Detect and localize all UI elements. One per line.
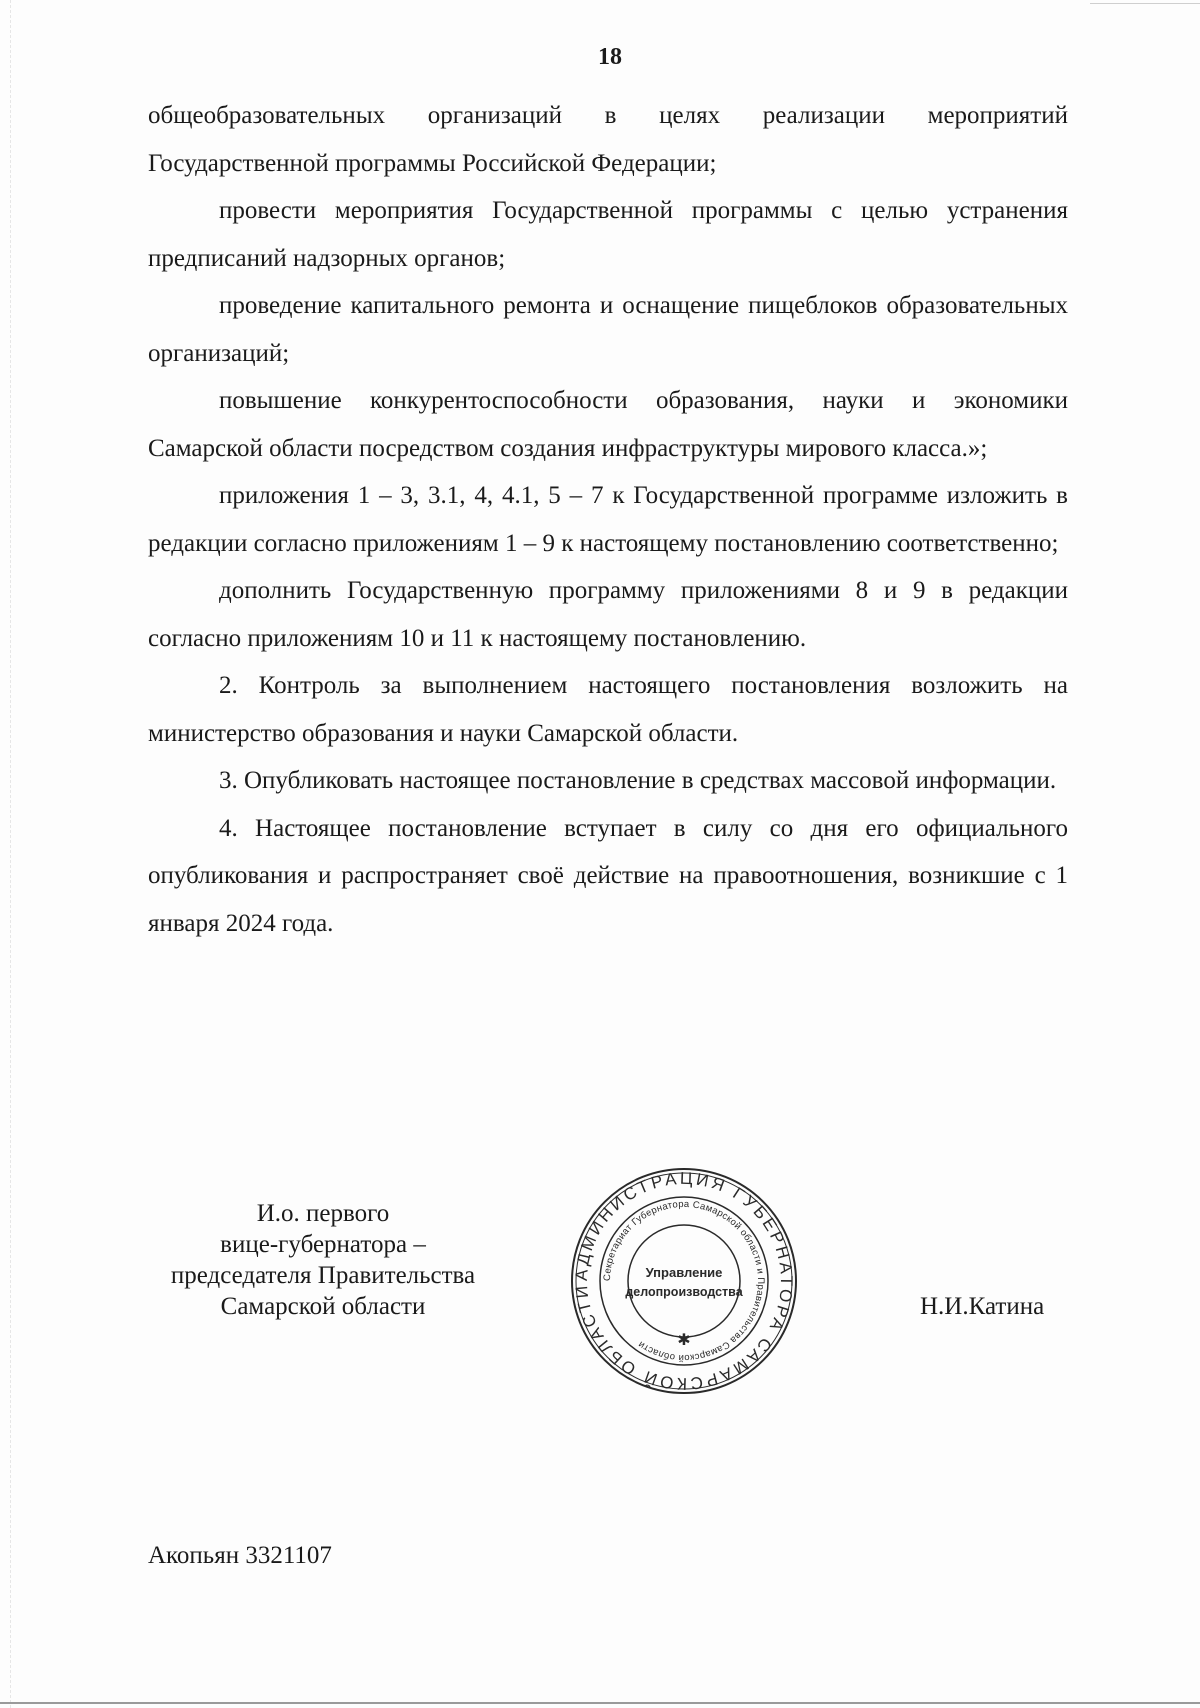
- paragraph-2: провести мероприятия Государственной программы с целью устранения предписаний надзорных органов;: [148, 197, 1068, 272]
- stamp-outer-text-path: АДМИНИСТРАЦИЯ ГУБЕРНАТОРА САМАРСКОЙ ОБЛАСТИ: [571, 1168, 797, 1394]
- signatory-title: [148, 1198, 498, 1322]
- stamp-star-icon: ✱: [677, 1332, 691, 1349]
- paragraph-1: общеобразовательных организаций в целях реализации мероприятий Государственной программы Российской Федерации;: [148, 102, 1068, 177]
- paragraph-4: повышение конкурентоспособности образования, науки и экономики Самарской области посредством создания инфраструктуры мирового класса.»;: [148, 387, 1068, 462]
- stamp-inner-text-path: Секретариат Губернатора Самарской области и Правительства Самарской области: [601, 1198, 767, 1364]
- paragraph-6: дополнить Государственную программу приложениями 8 и 9 в редакции согласно приложениям 10 и 11 к настоящему постановлению.: [148, 577, 1068, 652]
- scan-left-edge: [0, 0, 11, 1708]
- paragraph-9: 4. Настоящее постановление вступает в силу со дня его официального опубликования и распространяет своё действие на правоотношения, возникшие с 1 января 2024 года.: [148, 814, 1068, 937]
- stamp-inner-ring: [628, 1225, 740, 1337]
- stamp-center-line-1: Управление: [645, 1265, 723, 1280]
- paragraph-7: 2. Контроль за выполнением настоящего постановления возложить на министерство образования и науки Самарской области.: [148, 672, 1068, 747]
- executor-contact: Акопьян 3321107: [148, 1542, 332, 1569]
- scan-bottom-line: [0, 1702, 1200, 1704]
- signatory-title-line-1: И.о. первого: [256, 1200, 390, 1227]
- page-number: 18: [598, 44, 622, 70]
- scan-top-line: [1090, 3, 1200, 4]
- stamp-center-line-2: делопроизводства: [625, 1285, 743, 1299]
- paragraph-3: проведение капитального ремонта и оснащение пищеблоков образовательных организаций;: [148, 292, 1068, 367]
- paragraph-8: 3. Опубликовать настоящее постановление в средствах массовой информации.: [219, 767, 1057, 794]
- stamp-seal: [568, 1165, 800, 1397]
- signatory-title-line-2: вице-губернатора –: [220, 1231, 426, 1258]
- official-stamp: [568, 1165, 800, 1397]
- signatory-title-line-3: председателя Правительства: [170, 1262, 476, 1289]
- signatory-name: Н.И.Катина: [920, 1293, 1045, 1320]
- paragraph-5: приложения 1 – 3, 3.1, 4, 4.1, 5 – 7 к Государственной программе изложить в редакции согласно приложениям 1 – 9 к настоящему постановлению соответственно;: [148, 482, 1068, 557]
- signatory-title-line-4: Самарской области: [220, 1293, 426, 1320]
- body-text: [148, 92, 1068, 947]
